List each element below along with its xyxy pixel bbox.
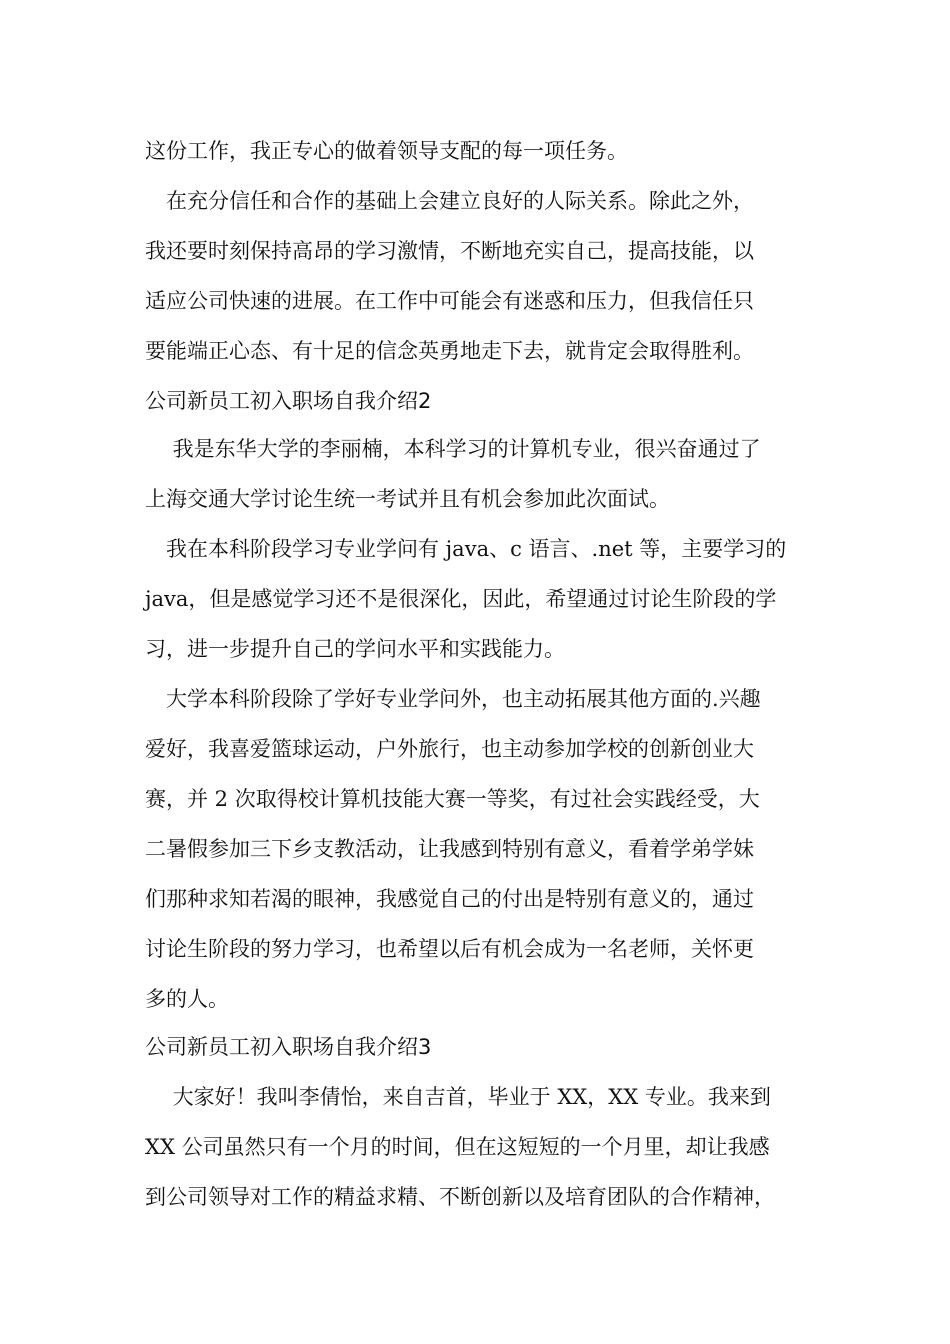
section-heading: 公司新员工初入职场自我介绍2 <box>145 389 432 413</box>
paragraph-line: 适应公司快速的进展。在工作中可能会有迷惑和压力，但我信任只 <box>145 289 754 313</box>
section-heading: 公司新员工初入职场自我介绍3 <box>145 1035 432 1059</box>
paragraph-line: 习，进一步提升自己的学问水平和实践能力。 <box>145 637 565 661</box>
paragraph-line: 上海交通大学讨论生统一考试并且有机会参加此次面试。 <box>145 487 670 511</box>
paragraph-line: 我还要时刻保持高昂的学习激情，不断地充实自己，提高技能，以 <box>145 239 754 263</box>
paragraph-line: 要能端正心态、有十足的信念英勇地走下去，就肯定会取得胜利。 <box>145 339 754 363</box>
paragraph-line: 们那种求知若渴的眼神，我感觉自己的付出是特别有意义的，通过 <box>145 887 754 911</box>
paragraph-line: 我在本科阶段学习专业学问有 java、c 语言、.net 等，主要学习的 <box>145 537 787 561</box>
paragraph-line: 讨论生阶段的努力学习，也希望以后有机会成为一名老师，关怀更 <box>145 937 754 961</box>
paragraph-line: 在充分信任和合作的基础上会建立良好的人际关系。除此之外， <box>145 189 754 213</box>
paragraph-line: java，但是感觉学习还不是很深化，因此，希望通过讨论生阶段的学 <box>145 587 777 611</box>
paragraph-line: 二暑假参加三下乡支教活动，让我感到特别有意义，看着学弟学妹 <box>145 837 754 861</box>
paragraph-line: 我是东华大学的李丽楠，本科学习的计算机专业，很兴奋通过了 <box>145 437 761 461</box>
paragraph-line: 爱好，我喜爱篮球运动，户外旅行，也主动参加学校的创新创业大 <box>145 737 754 761</box>
paragraph-line: 到公司领导对工作的精益求精、不断创新以及培育团队的合作精神， <box>145 1185 775 1209</box>
paragraph-line: 大学本科阶段除了学好专业学问外，也主动拓展其他方面的.兴趣 <box>145 687 761 711</box>
paragraph-line: 多的人。 <box>145 987 229 1011</box>
paragraph-line: 赛，并 2 次取得校计算机技能大赛一等奖，有过社会实践经受，大 <box>145 787 760 811</box>
paragraph-line: 大家好！我叫李倩怡，来自吉首，毕业于 XX，XX 专业。我来到 <box>145 1085 771 1109</box>
paragraph-line: 这份工作，我正专心的做着领导支配的每一项任务。 <box>145 139 628 163</box>
paragraph-line: XX 公司虽然只有一个月的时间，但在这短短的一个月里，却让我感 <box>145 1135 770 1159</box>
